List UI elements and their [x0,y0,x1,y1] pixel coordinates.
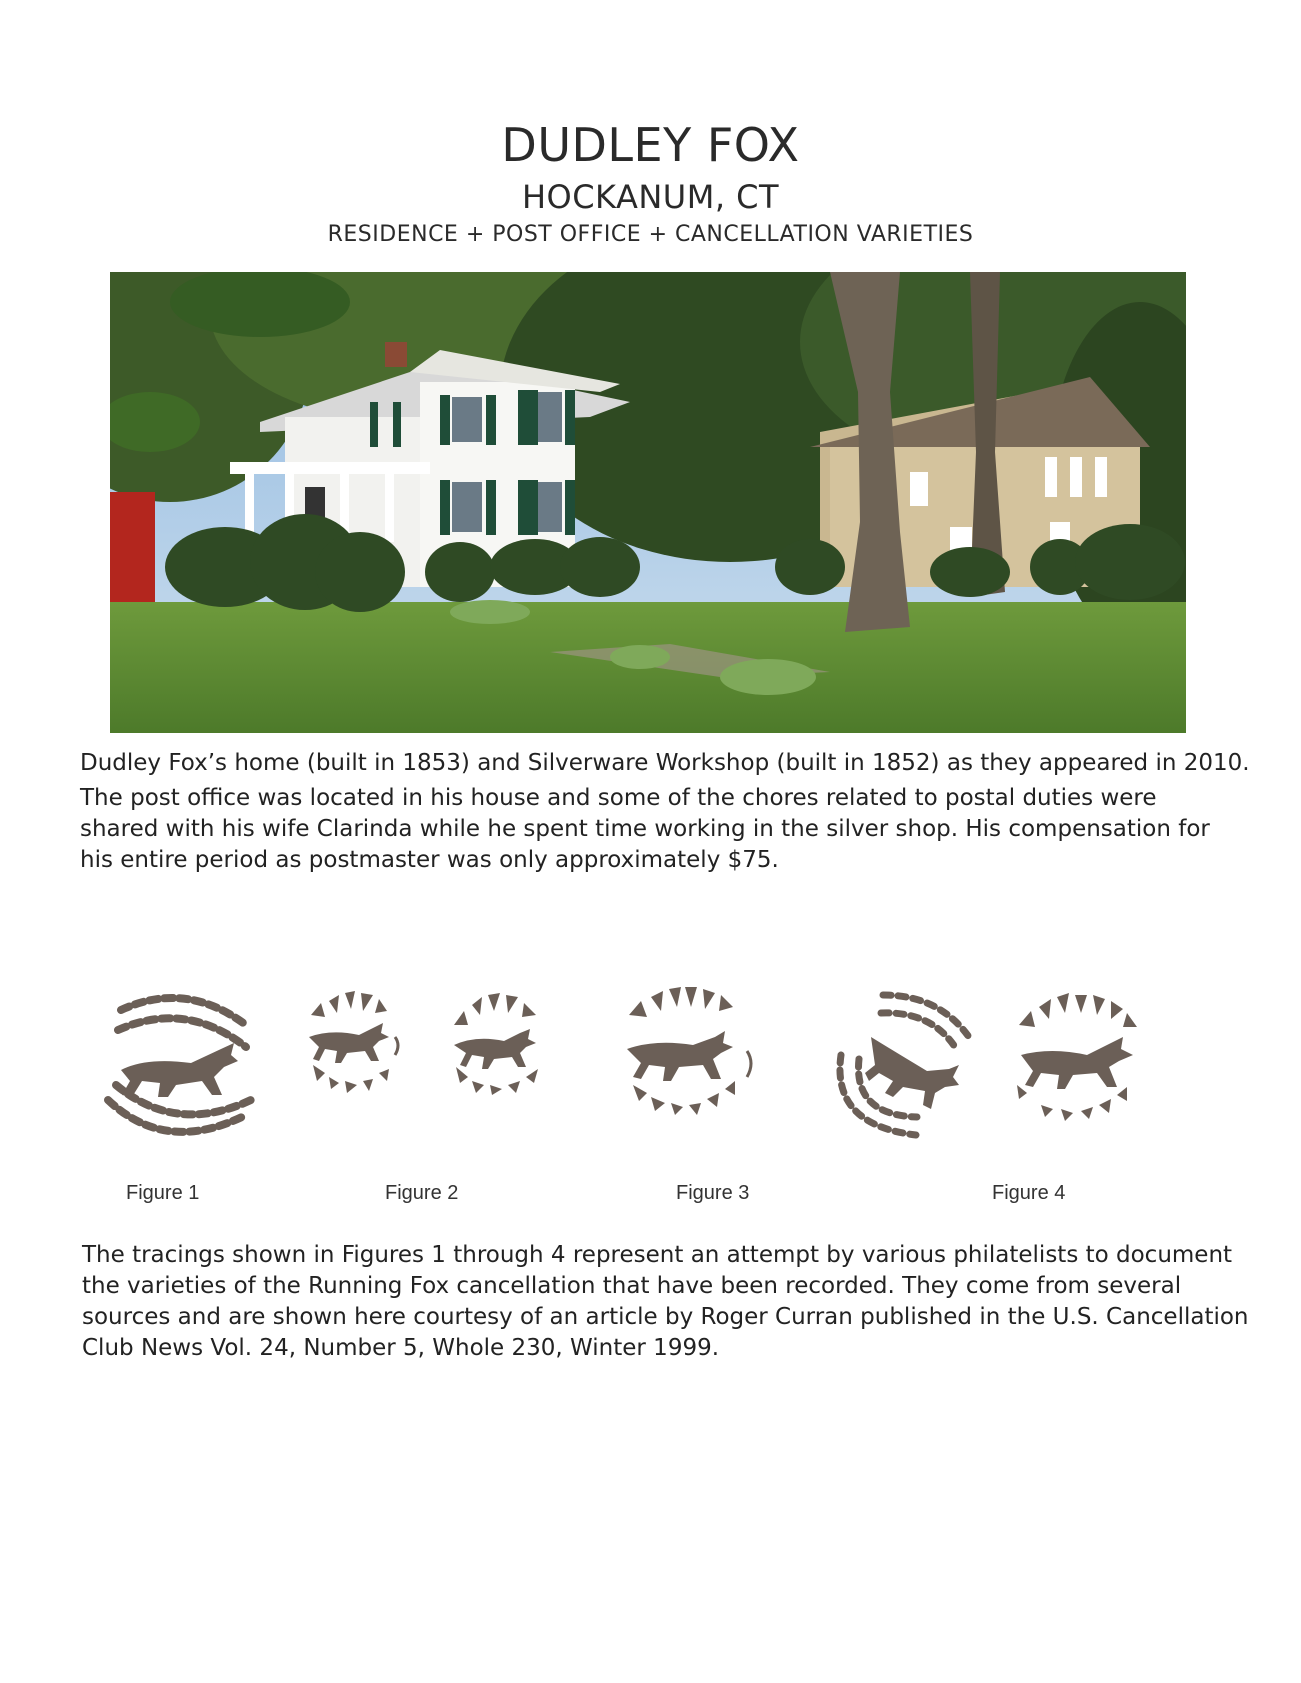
figure-2-label: Figure 2 [385,1182,459,1204]
page-title: DUDLEY FOX [501,118,800,172]
figure-2a-cancellation [301,985,411,1105]
house-photo [110,272,1186,733]
fox-silhouette-4b [1021,1037,1133,1089]
fox-silhouette-4a [865,1037,959,1109]
figures-description: The tracings shown in Figures 1 through 4 represent an attempt by various philatelists to document the varieties of the Running Fox cancellation that have been recorded. They come from several sources and are shown here courtesy of an article by Roger Curran published in the U.S. Cancellation Club News Vol. 24, Number 5, Whole 230, Winter 1999. [82,1242,1249,1361]
figure-3-label: Figure 3 [676,1182,750,1204]
caption-body: The post office was located in his house and some of the chores related to postal duties were shared with his wife Clarinda while he spent time working in the silver shop. His compensation for his entire period as postmaster was only approximately $75. [80,785,1210,873]
figure-4-label: Figure 4 [992,1182,1066,1204]
fox-silhouette-1 [121,1043,238,1097]
fox-silhouette-2a [309,1023,389,1063]
figure-3-cancellation [621,985,771,1135]
page-tagline: RESIDENCE + POST OFFICE + CANCELLATION VARIETIES [327,222,974,247]
cancellation-figures [96,985,1246,1175]
figure-4b-cancellation [1011,985,1171,1145]
page-subtitle: HOCKANUM, CT [521,178,780,216]
photo-caption: Dudley Fox’s home (built in 1853) and Silverware Workshop (built in 1852) as they appeared in 2010. [80,750,1250,776]
figure-1-label: Figure 1 [126,1182,200,1204]
fox-silhouette-2b [454,1029,536,1069]
figure-2b-cancellation [446,985,556,1105]
figure-1-cancellation [96,985,276,1165]
fox-silhouette-3 [627,1031,733,1081]
figure-4a-cancellation [831,985,981,1145]
